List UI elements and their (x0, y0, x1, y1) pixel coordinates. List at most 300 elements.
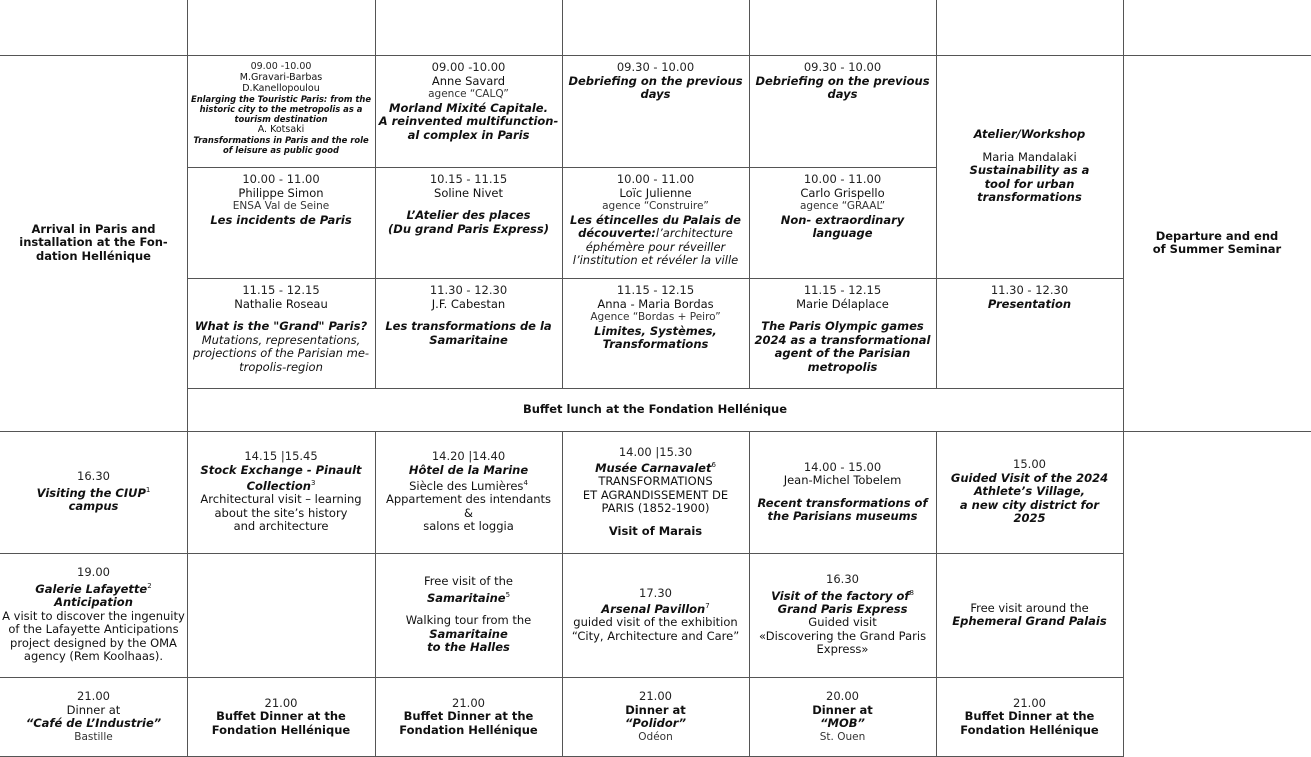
text: Architectural visit – learning (200, 492, 362, 507)
event-title (385, 320, 551, 334)
event-agency (74, 731, 112, 745)
event-text (751, 630, 934, 657)
text: Samaritaine (426, 590, 506, 605)
text: Stock Exchange - Pinault (200, 462, 362, 477)
text: Musée Carnavalet (595, 460, 712, 475)
text: Fondation Hellénique (399, 722, 538, 737)
text: Visit of Marais (608, 523, 703, 538)
event-time (430, 284, 507, 298)
text: «Discovering the Grand Paris Express» (758, 628, 927, 657)
event-time (804, 284, 881, 298)
event-tue-0900 (375, 55, 562, 167)
text: 14.00 |15.30 (618, 444, 693, 459)
event-title (768, 510, 918, 524)
text: “MOB” (820, 716, 865, 730)
footnote-marker: 6 (711, 461, 716, 470)
text: Jean-Michel Tobelem (783, 473, 902, 487)
text: PARIS (1852-1900) (601, 501, 710, 516)
text: Anticipation (54, 595, 133, 610)
event-fri-free (936, 553, 1123, 677)
event-text (800, 187, 884, 201)
event-title (781, 214, 905, 228)
event-agency (428, 88, 509, 102)
event-sunday-arrival (0, 55, 187, 431)
event-wed-1400 (562, 431, 749, 553)
event-text (423, 520, 514, 534)
text: 20.00 (826, 689, 859, 703)
event-title (200, 464, 361, 478)
event-title (189, 135, 373, 155)
event-title (570, 214, 741, 228)
event-title (69, 500, 119, 514)
text: Arsenal Pavillon (601, 601, 706, 616)
text: salons et loggia (423, 519, 514, 534)
text: Bastille (74, 730, 113, 743)
event-text (586, 241, 726, 255)
event-title (54, 596, 133, 610)
text: Loïc Julienne (619, 185, 692, 200)
event-title (212, 724, 350, 738)
day-header-tuesday (375, 0, 562, 55)
text: 10.00 - 11.00 (803, 172, 882, 186)
event-text (619, 187, 691, 201)
event-title (775, 347, 911, 361)
event-title (977, 191, 1082, 205)
text: 10.15 - 11.15 (429, 172, 508, 186)
text: Walking tour from the (405, 613, 532, 628)
event-title (595, 459, 716, 475)
text: A visit to discover the ingenuity of the Lafayette Anticipations project designed by the OMA agency (Rem Koolhaas). (2, 608, 185, 664)
event-title (625, 704, 686, 718)
event-time (265, 697, 298, 711)
event-title (594, 325, 717, 339)
text: 10.00 - 11.00 (242, 172, 320, 186)
text: to the Halles (427, 640, 510, 655)
text: 11.30 - 12.30 (429, 283, 508, 297)
event-title (408, 129, 530, 143)
event-wed-1115 (562, 278, 749, 388)
text: 14.15 |15.45 (244, 449, 318, 464)
event-fri-2100 (936, 677, 1123, 757)
text: dation Hellénique (36, 248, 151, 263)
text: tool for urban (984, 176, 1075, 191)
text: Athlete’s Village, (974, 484, 1085, 499)
text: 11.15 - 12.15 (803, 283, 882, 297)
event-text (573, 254, 738, 268)
event-time (242, 173, 319, 187)
event-time (242, 284, 319, 298)
event-title (409, 464, 528, 478)
event-title (820, 717, 865, 731)
text: 14.20 |14.40 (431, 449, 506, 464)
text: Enlarging the Touristic Paris: from the historic city to the metropolis as a tourism destination (190, 94, 372, 124)
event-time (639, 587, 672, 601)
text: Soline Nivet (434, 185, 503, 200)
text: agence “Construire” (602, 200, 709, 212)
text: 2025 (1013, 511, 1046, 526)
text: metropolis (807, 359, 878, 374)
event-title (755, 334, 931, 348)
text: Les incidents de Paris (210, 212, 352, 227)
event-title: découverte: (578, 226, 656, 240)
event-text (572, 630, 739, 644)
event-time (617, 284, 694, 298)
text: éphémère pour réveiller (585, 239, 726, 254)
event-title (568, 75, 742, 89)
event-time (639, 690, 672, 704)
event-text (234, 298, 328, 312)
event-text (432, 298, 505, 312)
event-tue-1420 (375, 431, 562, 553)
event-title (960, 724, 1098, 738)
event-time (804, 61, 881, 75)
text: L’Atelier des places (406, 208, 531, 222)
text: al complex in Paris (407, 127, 530, 142)
text: Siècle des Lumières (409, 478, 524, 493)
text: Nathalie Roseau (234, 296, 328, 311)
event-wed-1000 (562, 167, 749, 278)
event-text (189, 334, 373, 375)
text: Anne Savard (431, 73, 506, 88)
text: 15.00 (1013, 457, 1046, 472)
event-text (573, 616, 737, 630)
event-agency (800, 200, 885, 214)
text: Debriefing on the previous (755, 73, 930, 88)
event-agency (590, 311, 720, 325)
event-text (808, 616, 876, 630)
text: 16.30 (77, 469, 110, 484)
event-tue-2100 (375, 677, 562, 757)
text: Philippe Simon (238, 185, 324, 200)
event-text (234, 520, 329, 534)
event-text (215, 507, 348, 521)
event-title (399, 724, 537, 738)
event-title (195, 320, 367, 334)
event-title (970, 164, 1090, 178)
footnote-marker: 7 (705, 602, 710, 611)
event-title (26, 717, 161, 731)
text: “Polidor” (624, 716, 687, 730)
event-text (258, 124, 305, 135)
text: 19.00 (77, 565, 110, 580)
text: Grand Paris Express (777, 601, 908, 616)
text: and architecture (233, 519, 329, 534)
event-wed-2100 (562, 677, 749, 757)
text: 21.00 (452, 695, 485, 710)
text: 09.30 - 10.00 (803, 60, 882, 74)
text: Fondation Hellénique (960, 722, 1099, 737)
grid-line (0, 55, 1311, 56)
event-title (427, 589, 510, 605)
text: Buffet Dinner at the (964, 709, 1095, 724)
grid-line (187, 388, 1123, 389)
event-text (784, 474, 902, 488)
event-title (379, 115, 559, 129)
text: (Du grand Paris Express) (388, 221, 549, 236)
event-time (617, 173, 694, 187)
event-title (603, 338, 709, 352)
event-saturday-departure (1123, 55, 1311, 431)
event-time (251, 61, 312, 72)
text: Non- extraordinary (780, 212, 905, 227)
text: Debriefing on the previous (568, 73, 743, 88)
event-title (189, 94, 373, 124)
event-title (1156, 230, 1279, 244)
text: ENSA Val de Seine (232, 200, 330, 212)
event-agency (638, 731, 672, 745)
event-tue-free (375, 553, 562, 677)
event-title (974, 485, 1085, 499)
event-time (244, 450, 317, 464)
text: Presentation (987, 296, 1072, 311)
grid-line (1123, 0, 1124, 757)
text: Dinner at (625, 702, 686, 717)
text: J.F. Cabestan (431, 296, 506, 311)
event-title (1013, 512, 1045, 526)
text: transformations (977, 190, 1082, 205)
event-agency (602, 200, 709, 214)
grid-line (187, 0, 188, 757)
text: Departure and end (1155, 228, 1279, 243)
event-text (982, 151, 1076, 165)
event-sun-1630 (0, 431, 187, 553)
event-wed-1730 (562, 553, 749, 677)
event-time (1013, 458, 1046, 472)
event-title (216, 710, 346, 724)
day-header-friday (936, 0, 1123, 55)
text: Buffet Dinner at the (403, 709, 534, 724)
text: Anna - Maria Bordas (597, 296, 714, 311)
text: 14.00 - 15.00 (803, 459, 882, 474)
event-time (452, 697, 485, 711)
text: of Summer Seminar (1152, 242, 1282, 256)
event-time (826, 573, 859, 587)
event-fri-1500 (936, 431, 1123, 553)
text: D.Kanellopoulou (242, 83, 320, 94)
grid-line (562, 431, 563, 757)
text: A reinvented multifunction- (378, 114, 559, 128)
day-header-saturday (1123, 0, 1311, 55)
event-thu-1630 (749, 553, 936, 677)
event-title (951, 472, 1108, 486)
day-header-wednesday (562, 0, 749, 55)
text: Les étincelles du Palais de (570, 212, 741, 227)
text: language (812, 226, 873, 240)
grid-line (936, 278, 1123, 279)
day-header-thursday (749, 0, 936, 55)
event-time (432, 450, 505, 464)
event-title (758, 497, 928, 511)
event-sun-1900 (0, 553, 187, 677)
event-time (991, 284, 1068, 298)
event-thu-1400 (749, 431, 936, 553)
day-header-monday (187, 0, 375, 55)
text: 17.30 (639, 585, 672, 600)
text: guided visit of the exhibition (573, 615, 738, 630)
event-sun-2100 (0, 677, 187, 757)
text: & (464, 505, 473, 520)
text: Dinner at (66, 702, 121, 717)
event-time (430, 173, 507, 187)
text: 16.30 (826, 572, 859, 587)
text: Atelier/Workshop (973, 127, 1086, 142)
text: a new city district for (959, 497, 1100, 512)
text: Visiting the CIUP (36, 485, 146, 500)
event-title (988, 298, 1071, 312)
text: Sustainability as a (969, 163, 1090, 178)
event-text (409, 477, 528, 493)
event-text (2, 610, 185, 664)
text: Les transformations de la (385, 319, 552, 333)
grid-line (936, 0, 937, 388)
event-time (77, 690, 110, 704)
text: Buffet lunch at the Fondation Hellénique (522, 401, 788, 416)
text: Samaritaine (429, 626, 508, 641)
text: 21.00 (264, 695, 298, 710)
event-title (812, 704, 873, 718)
event-text (796, 298, 889, 312)
text: Fondation Hellénique (211, 722, 351, 737)
event-thu-0930 (749, 55, 936, 167)
event-title (808, 361, 878, 375)
event-text (970, 602, 1088, 616)
event-title (19, 236, 167, 250)
event-title (755, 75, 929, 89)
event-title (965, 710, 1095, 724)
day-header-sunday (0, 0, 187, 55)
event-mon-1000 (187, 167, 375, 278)
event-title (625, 717, 686, 731)
event-title (37, 484, 151, 500)
event-tue-1015 (375, 167, 562, 278)
event-text (578, 227, 733, 241)
grid-line (375, 431, 376, 757)
event-title (974, 128, 1086, 142)
text: Guided Visit of the 2024 (950, 470, 1109, 485)
event-mon-1415 (187, 431, 375, 553)
text: Recent transformations of (757, 495, 928, 510)
text: Appartement des intendants (385, 492, 552, 507)
text: Morland Mixité Capitale. (389, 100, 548, 115)
text: The Paris Olympic games (761, 319, 924, 333)
event-title (429, 334, 508, 348)
text: Carlo Grispello (800, 185, 885, 200)
grid-line (749, 0, 750, 388)
event-title (641, 88, 671, 102)
event-text (597, 298, 713, 312)
text: days (640, 87, 671, 101)
event-title (35, 580, 151, 596)
event-fri-1130 (936, 278, 1123, 388)
event-lunch (187, 388, 1123, 431)
text: ET AGRANDISSEMENT DE (582, 487, 729, 502)
event-title (778, 603, 908, 617)
footnote-marker: 5 (505, 590, 511, 599)
text: campus (68, 499, 119, 514)
text: Odéon (638, 730, 673, 743)
text: Agence “Bordas + Peiro” (590, 311, 721, 323)
event-title (828, 88, 858, 102)
event-text (242, 83, 320, 94)
text: 11.30 - 12.30 (990, 283, 1069, 297)
text: Galerie Lafayette (35, 581, 148, 596)
text: days (827, 87, 858, 101)
event-title (761, 320, 924, 334)
event-text (406, 614, 531, 628)
event-title (210, 214, 351, 228)
grid-line (936, 431, 937, 757)
event-mon-0900 (187, 55, 375, 167)
event-text (432, 75, 505, 89)
footnote-marker: 3 (310, 479, 316, 488)
event-title (389, 102, 548, 116)
text: Limites, Systèmes, (594, 323, 717, 338)
event-text (598, 475, 712, 489)
event-title (388, 223, 549, 237)
text: TRANSFORMATIONS (598, 474, 713, 489)
event-tue-1130 (375, 278, 562, 388)
event-time (804, 461, 881, 475)
event-title (406, 209, 530, 223)
event-mon-2100 (187, 677, 375, 757)
text: Visit of the factory of (771, 588, 910, 603)
event-thu-1115 (749, 278, 936, 388)
grid-line (562, 0, 563, 388)
event-text (583, 489, 728, 503)
text: Dinner at (812, 702, 873, 717)
text: the Parisians museums (767, 509, 918, 523)
text: 21.00 (639, 689, 672, 703)
event-fri-workshop (936, 55, 1123, 278)
event-title (609, 525, 702, 539)
text: Samaritaine (429, 332, 508, 347)
event-text (424, 575, 513, 589)
text: Guided visit (808, 615, 877, 630)
event-text (601, 502, 709, 516)
event-thu-2000 (749, 677, 936, 757)
text: 10.00 - 11.00 (616, 172, 695, 186)
event-title (429, 628, 508, 642)
text: St. Ouen (819, 730, 866, 743)
text: Ephemeral Grand Palais (952, 614, 1107, 628)
event-title (960, 499, 1099, 513)
event-text (238, 187, 323, 201)
event-time (619, 446, 692, 460)
event-time (77, 470, 110, 484)
event-agency (820, 731, 866, 745)
event-title (247, 477, 316, 493)
event-mon-1115 (187, 278, 375, 388)
event-text (386, 493, 551, 507)
text: Free visit around the (970, 600, 1089, 615)
text: agence “GRAAL” (799, 200, 886, 212)
event-text (200, 493, 361, 507)
event-time (804, 173, 881, 187)
event-title (985, 178, 1075, 192)
footnote-marker: 4 (523, 479, 528, 488)
text: about the site’s history (214, 505, 348, 520)
text: l’institution et révéler la ville (572, 253, 739, 267)
event-agency (233, 200, 330, 214)
text: What is the "Grand" Paris? (194, 319, 368, 333)
event-wed-0930 (562, 55, 749, 167)
event-time (77, 566, 110, 580)
grid-line (0, 431, 1311, 432)
event-title (404, 710, 534, 724)
event-time (826, 690, 859, 704)
text: 09.00 -10.00 (431, 60, 506, 74)
text: Free visit of the (423, 574, 514, 589)
